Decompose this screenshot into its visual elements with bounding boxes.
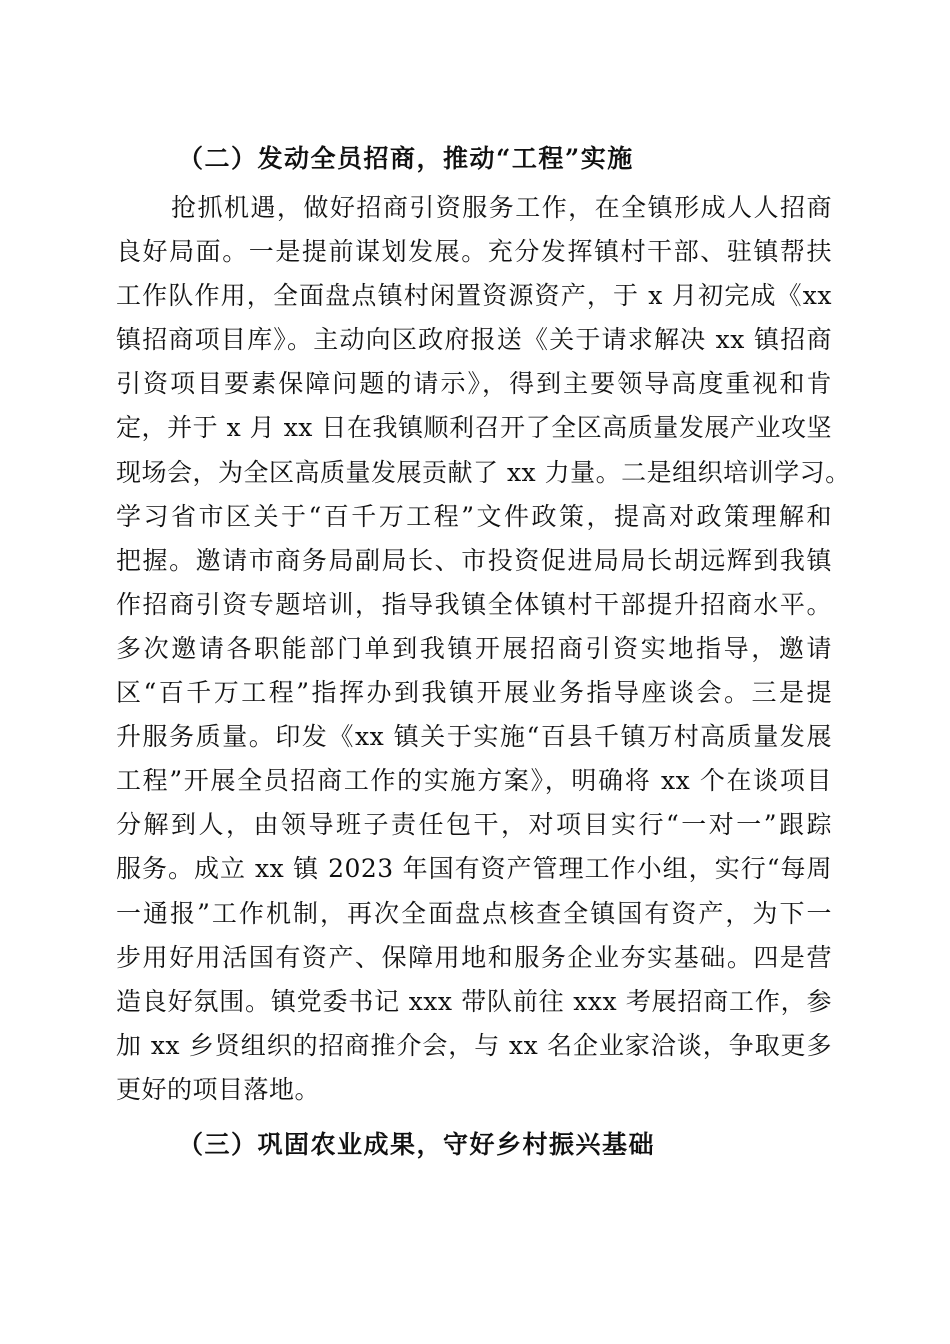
paragraph-line: 现场会，为全区高质量发展贡献了 xx 力量。二是组织培训学习。 <box>116 457 851 487</box>
section-heading-2: （二）发动全员招商，推动“工程”实施 <box>178 144 634 173</box>
paragraph-line: 良好局面。一是提前谋划发展。充分发挥镇村干部、驻镇帮扶 <box>116 237 832 267</box>
paragraph-line: 升服务质量。印发《xx 镇关于实施“百县千镇万村高质量发展 <box>116 722 832 752</box>
paragraph-line: 工作队作用，全面盘点镇村闲置资源资产，于 x 月初完成《xx <box>116 281 832 311</box>
body-paragraph <box>116 186 851 1112</box>
paragraph-line: 更好的项目落地。 <box>116 1074 321 1104</box>
paragraph-line: 定，并于 x 月 xx 日在我镇顺利召开了全区高质量发展产业攻坚 <box>116 413 832 443</box>
paragraph-line: 区“百千万工程”指挥办到我镇开展业务指导座谈会。三是提 <box>116 678 832 708</box>
paragraph-line: 把握。邀请市商务局副局长、市投资促进局局长胡远辉到我镇 <box>116 545 832 575</box>
paragraph-line: 抢抓机遇，做好招商引资服务工作，在全镇形成人人招商 <box>171 193 832 222</box>
paragraph-line: 镇招商项目库》。主动向区政府报送《关于请求解决 xx 镇招商 <box>116 325 832 355</box>
paragraph-line: 分解到人，由领导班子责任包干，对项目实行“一对一”跟踪 <box>116 810 832 840</box>
paragraph-line: 多次邀请各职能部门单到我镇开展招商引资实地指导，邀请 <box>116 633 832 663</box>
paragraph-line: 步用好用活国有资产、保障用地和服务企业夯实基础。四是营 <box>116 942 832 972</box>
paragraph-line: 学习省市区关于“百千万工程”文件政策，提高对政策理解和 <box>116 501 832 531</box>
paragraph-line: 一通报”工作机制，再次全面盘点核查全镇国有资产，为下一 <box>116 898 832 928</box>
paragraph-line: 服务。成立 xx 镇 2023 年国有资产管理工作小组，实行“每周 <box>116 854 832 884</box>
paragraph-line: 工程”开展全员招商工作的实施方案》，明确将 xx 个在谈项目 <box>116 766 832 796</box>
section-heading-3: （三）巩固农业成果，守好乡村振兴基础 <box>178 1130 656 1159</box>
paragraph-line: 造良好氛围。镇党委书记 xxx 带队前往 xxx 考展招商工作，参 <box>116 986 832 1016</box>
paragraph-line: 加 xx 乡贤组织的招商推介会，与 xx 名企业家洽谈，争取更多 <box>116 1030 832 1060</box>
paragraph-line: 引资项目要素保障问题的请示》，得到主要领导高度重视和肯 <box>116 369 832 399</box>
paragraph-line: 作招商引资专题培训，指导我镇全体镇村干部提升招商水平。 <box>116 589 832 619</box>
